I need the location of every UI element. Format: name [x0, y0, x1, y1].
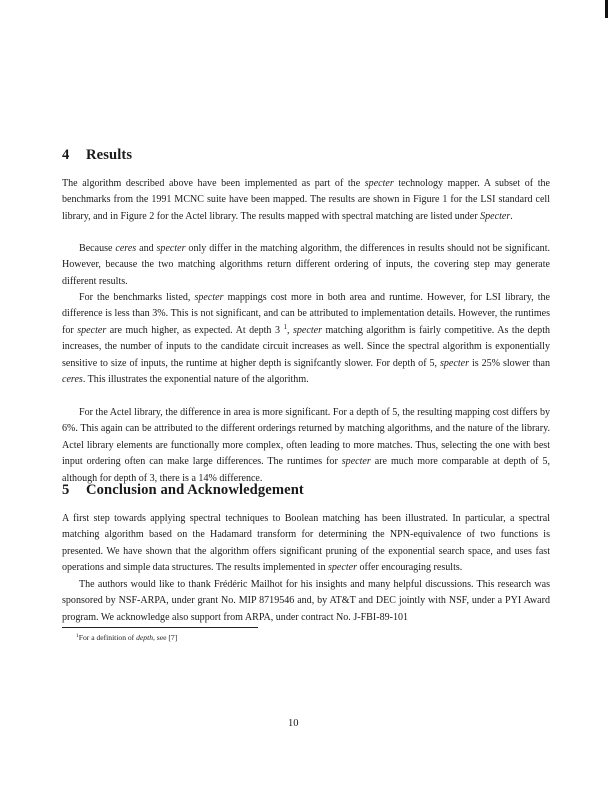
paragraph-results-3: For the benchmarks listed, specter mappings cost more in both area and runtime. However, for LSI library, the difference is less than 3%. This is not significant, and can be attributed to implementation details. However, the runtimes for specter are much higher, as expected. At depth 3 $^1$, specter matching algorithm is fairly competitive. As the depth increases, the number of inputs to the candidate circuit increases as well. Since the spectral algorithm is exponentially sensitive to size of inputs, the runtime at higher depth is signifcantly slower. For depth of 5, specter is 25% slower than ceres. This illustrates the exponential nature of the algorithm. [62, 292, 551, 386]
paragraph-results-1: The algorithm described above have been implemented as part of the specter technology mapper. A subset of the benchmarks from the 1991 MCNC suite have been mapped. The results are shown in Figure 1 for the LSI standard cell library, and in Figure 2 for the Actel library. The results mapped with spectral matching are listed under Specter. [62, 178, 551, 222]
section-heading-conclusion: 5 Conclusion and Acknowledgement [62, 482, 304, 498]
page-edge-mark [605, 0, 608, 18]
paragraph-results-4: For the Actel library, the difference in area is more significant. For a depth of 5, the resulting mapping cost differs by 6%. This again can be attributed to the different orderings returned by matching algorithms, and the nature of the library. Actel library elements are functionally more complex, often leading to more matches. Thus, selecting the one with best input ordering often can make large differences. The runtimes for specter are much more comparable at depth of 5, although for depth of 3, there is a 14% difference. [62, 407, 550, 484]
paragraph-conclusion-1: A first step towards applying spectral techniques to Boolean matching has been illustrated. In particular, a spectral matching algorithm based on the Hadamard transform for determining the NPN-equivalence of two functions is presented. We have shown that the algorithm offers significant pruning of the exponential search space, and uses fast operations and simple data structures. The results implemented in specter offer encouraging results. [62, 513, 550, 574]
section-heading-results: 4 Results [62, 147, 133, 163]
page-number: 10 [288, 718, 299, 729]
footnote-divider [62, 627, 258, 628]
footnote-ref: 1 [283, 322, 287, 331]
footnote: $^1$For a definition of depth, see [7] [76, 633, 178, 642]
paragraph-results-2: Because ceres and specter only differ in the matching algorithm, the differences in results should not be significant. However, because the two matching algorithms return different ordering of inputs, the covering step may generate different results. [62, 243, 550, 287]
paragraph-acknowledgement: The authors would like to thank Frédéric Mailhot for his insights and many helpful discussions. This research was sponsored by NSF-ARPA, under grant No. MIP 8719546 and, by AT&T and DEC jointly with NSF, under a PYI Award program. We acknowledge also support from ARPA, under contract No. J-FBI-89-101 [62, 579, 550, 623]
